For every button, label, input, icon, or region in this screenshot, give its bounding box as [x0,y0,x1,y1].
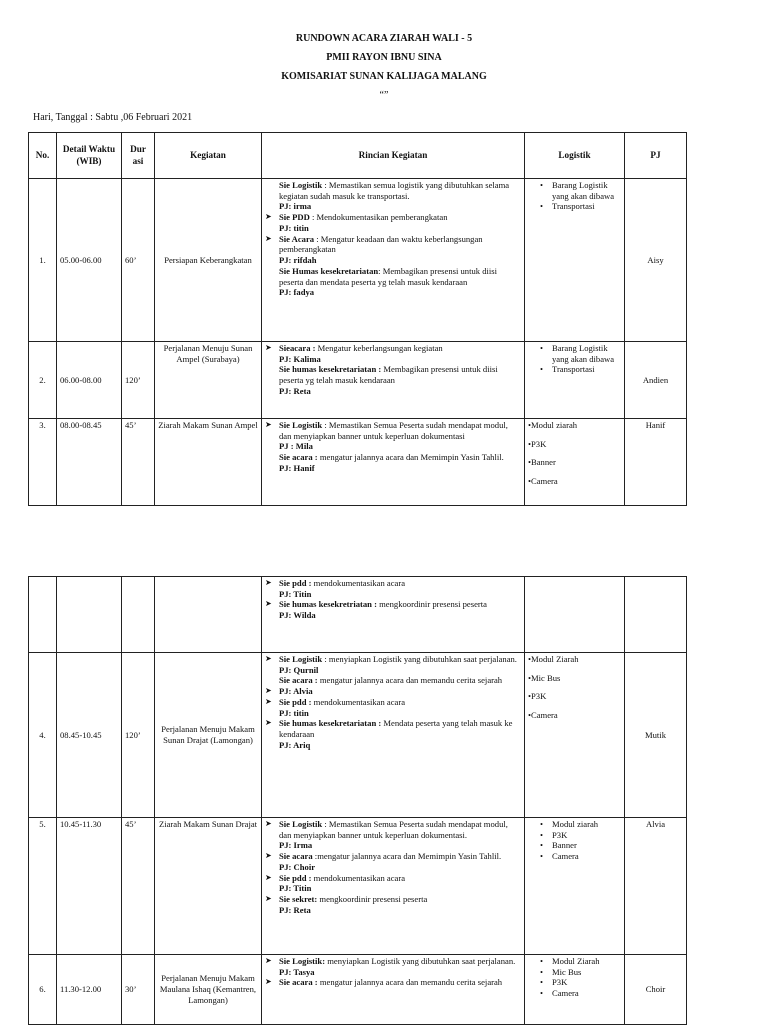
detail-label: Sie Logistik [279,420,323,430]
details-cell [262,179,525,342]
detail-pj: PJ: Irma [279,840,313,851]
detail-label: Sie pdd : [279,696,312,707]
detail-label: Sie humas kesekretariatan : [279,718,382,729]
logistics-list [528,343,621,375]
detail-item [265,343,521,354]
row-number: 6. [29,955,57,1025]
details-list [265,578,521,621]
logistics-list [528,180,621,212]
logistics-item: • Camera [540,988,621,999]
logistics-item: • Modul Ziarah [528,654,621,665]
logistics-item: • Camera [528,710,621,721]
doc-title: RUNDOWN ACARA ZIARAH WALI - 5 [295,33,473,44]
detail-text: : Memastikan Semua Peserta sudah mendapat modul, dan menyiapkan banner untuk keperluan dokumentasi [279,420,508,441]
detail-pj: PJ: Reta [279,904,311,915]
detail-label: Sie Logistik [279,180,323,190]
details-cell [262,955,525,1025]
detail-label: Sie PDD [279,212,310,223]
logistics-item: • P3K [540,977,621,988]
detail-text: Mendata peserta yang telah masuk ke kendaraan [279,718,513,740]
detail-text: : Membagikan presensi untuk diisi peserta dan mendata peserta yg telah masuk kendaraan [279,265,498,287]
detail-text: mengatur jalannya acara dan memandu cerita sejarah [317,675,503,686]
detail-text: : menyiapkan Logistik yang dibutuhkan saat perjalanan. [322,654,517,664]
detail-item [265,654,521,665]
logistics-item: • Transportasi [540,364,621,375]
logistics-item: • Camera [540,851,621,862]
logistics-item: • Banner [528,457,621,468]
detail-pj: PJ: Titin [279,588,312,599]
row-number: 4. [29,653,57,818]
col-header-details: Rincian Kegiatan [262,133,525,179]
logistics-cell [525,179,625,342]
col-header-logistics: Logistik [525,133,625,179]
empty-cell [29,577,57,653]
details-cell [262,653,525,818]
logistics-list [528,654,621,721]
row-duration: 30’ [122,955,155,1025]
row-pj: Andien [625,342,687,419]
table-row [29,818,687,955]
logistics-item: • Camera [528,476,621,487]
rundown-table-part1 [28,132,687,506]
row-duration: 45’ [122,818,155,955]
detail-label: Sie pdd : [279,578,312,588]
detail-item [265,977,521,988]
detail-text: mengkoordinir presensi peserta [317,894,428,905]
row-time: 08.45-10.45 [57,653,122,818]
detail-pj: PJ: Tasya [279,966,315,977]
logistics-item: • P3K [528,439,621,450]
rundown-table-part2 [28,576,687,1025]
table-row [29,179,687,342]
logistics-cell [525,419,625,506]
detail-label: Sie Humas kesekretariatan [279,265,379,276]
row-activity: Perjalanan Menuju Makam Sunan Drajat (Lamongan) [155,653,262,818]
col-header-duration: Dur asi [122,133,155,179]
detail-label: Sie humas kesekretariatan : [279,364,382,375]
detail-text: : Memastikan Semua Peserta sudah mendapat modul, dan menyiapkan banner untuk keperluan dokumentasi. [279,819,508,840]
detail-item [265,718,521,739]
detail-label: Sie pdd : [279,872,312,883]
detail-text: mendokumentasikan acara [311,872,406,883]
row-activity: Perjalanan Menuju Sunan Ampel (Surabaya) [155,342,262,419]
row-number: 2. [29,342,57,419]
doc-subtitle-rayon: PMII RAYON IBNU SINA [326,52,442,63]
detail-pj: PJ: Kalima [279,353,321,364]
logistics-item: • Banner [540,840,621,851]
detail-item [265,873,521,884]
col-header-time: Detail Waktu (WIB) [57,133,122,179]
col-header-pj: PJ [625,133,687,179]
detail-item [265,697,521,708]
table-header-row [29,133,687,179]
logistics-list [528,819,621,862]
detail-text: Membagikan presensi untuk diisi peserta yg telah masuk kendaraan [279,364,498,386]
logistics-cell [525,818,625,955]
row-activity: Persiapan Keberangkatan [155,179,262,342]
detail-pj: PJ: rifdah [279,255,317,266]
empty-cell [57,577,122,653]
row-duration: 60’ [122,179,155,342]
detail-text: menyiapkan Logistik yang dibutuhkan saat perjalanan. [325,956,516,966]
logistics-item: • Mic Bus [528,673,621,684]
detail-item [265,578,521,589]
row-activity: Ziarah Makam Sunan Ampel [155,419,262,506]
detail-item [265,851,521,862]
logistics-cell [525,955,625,1025]
detail-label: Sie acara : [279,452,318,463]
detail-item [265,452,521,463]
row-pj: Mutik [625,653,687,818]
details-list [265,343,521,397]
detail-label: Sieacara : [279,343,316,353]
detail-label: Sie acara : [279,675,318,686]
detail-text: : Mengatur keadaan dan waktu keberlangsungan pemberangkatan [279,233,483,255]
logistics-item: • Modul ziarah [528,420,621,431]
details-list [265,956,521,988]
detail-item [265,364,521,385]
doc-quote-mark: “” [379,90,389,101]
table-row [29,577,687,653]
details-list [265,420,521,474]
date-line: Hari, Tanggal : Sabtu ,06 Februari 2021 [33,112,193,123]
detail-item [265,599,521,610]
detail-text: :mengatur jalannya acara dan Memimpin Yasin Tahlil. [312,851,502,862]
detail-label: Sie Logistik: [279,956,326,966]
row-time: 11.30-12.00 [57,955,122,1025]
detail-item [265,819,521,840]
row-time: 08.00-08.45 [57,419,122,506]
empty-cell [155,577,262,653]
logistics-item: • Barang Logistik yang akan dibawa [540,180,621,201]
detail-item [265,894,521,905]
detail-label: Sie acara : [279,977,318,988]
detail-item [265,212,521,223]
empty-cell [525,577,625,653]
detail-item [265,420,521,441]
row-number: 3. [29,419,57,506]
table-row [29,419,687,506]
detail-text: mendokumentasikan acara [311,578,406,588]
detail-label: Sie humas kesekretriatan : [279,599,377,610]
detail-label: Sie acara [279,851,313,862]
details-list [265,654,521,751]
logistics-item: • P3K [528,691,621,702]
col-header-activity: Kegiatan [155,133,262,179]
details-list [265,180,521,298]
detail-text: : Mendokumentasikan pemberangkatan [309,212,448,223]
details-list [265,819,521,916]
logistics-item: • Modul Ziarah [540,956,621,967]
detail-label: Sie sekret: [279,894,318,905]
table-row [29,653,687,818]
detail-item [265,956,521,967]
detail-item [265,180,521,201]
row-duration: 45’ [122,419,155,506]
row-number: 1. [29,179,57,342]
row-activity: Ziarah Makam Sunan Drajat [155,818,262,955]
detail-pj: PJ: Hanif [279,462,315,473]
detail-text: Mengatur keberlangsungan kegiatan [315,343,443,353]
detail-text: mengkoordinir presensi peserta [376,599,487,610]
table-row [29,342,687,419]
details-cell [262,419,525,506]
detail-pj: PJ: Reta [279,385,311,396]
detail-pj: PJ: titin [279,707,309,718]
detail-pj: PJ: Alvia [279,686,313,697]
detail-item [265,234,521,255]
row-duration: 120’ [122,653,155,818]
detail-label: Sie Acara [279,233,315,244]
detail-pj: PJ: Qurnil [279,664,319,675]
detail-pj: PJ: Ariq [279,739,311,750]
detail-label: Sie Logistik [279,819,323,829]
detail-pj: PJ: Titin [279,883,312,894]
empty-cell [625,577,687,653]
row-duration: 120’ [122,342,155,419]
doc-subtitle-komisariat: KOMISARIAT SUNAN KALIJAGA MALANG [281,71,487,82]
row-time: 06.00-08.00 [57,342,122,419]
row-time: 05.00-06.00 [57,179,122,342]
detail-pj: PJ: irma [279,201,312,212]
logistics-list [528,956,621,999]
detail-text: mendokumentasikan acara [311,696,406,707]
row-pj: Aisy [625,179,687,342]
detail-text: mengatur jalannya acara dan Memimpin Yasin Tahlil. [317,452,504,463]
detail-text: mengatur jalannya acara dan memandu cerita sejarah [317,977,503,988]
logistics-list [528,420,621,487]
logistics-item: • Modul ziarah [540,819,621,830]
row-number: 5. [29,818,57,955]
detail-pj: PJ: Wilda [279,610,316,621]
table-row [29,955,687,1025]
row-activity: Perjalanan Menuju Makam Maulana Ishaq (Kemantren, Lamongan) [155,955,262,1025]
details-cell [262,577,525,653]
logistics-item: • Transportasi [540,201,621,212]
row-pj: Alvia [625,818,687,955]
details-cell [262,342,525,419]
detail-pj: PJ : Mila [279,441,313,452]
logistics-item: • P3K [540,830,621,841]
detail-item [265,266,521,287]
row-time: 10.45-11.30 [57,818,122,955]
detail-item [265,675,521,686]
detail-label: Sie Logistik [279,654,323,664]
logistics-cell [525,653,625,818]
logistics-item: • Barang Logistik yang akan dibawa [540,343,621,364]
detail-text: : Memastikan semua logistik yang dibutuhkan selama kegiatan sudah masuk ke transportasi. [279,180,510,201]
logistics-cell [525,342,625,419]
row-pj: Choir [625,955,687,1025]
row-pj: Hanif [625,419,687,506]
detail-pj: PJ: fadya [279,287,315,298]
empty-cell [122,577,155,653]
logistics-item: • Mic Bus [540,967,621,978]
col-header-no: No. [29,133,57,179]
detail-pj: PJ: Choir [279,861,316,872]
detail-pj: PJ: titin [279,222,309,233]
details-cell [262,818,525,955]
